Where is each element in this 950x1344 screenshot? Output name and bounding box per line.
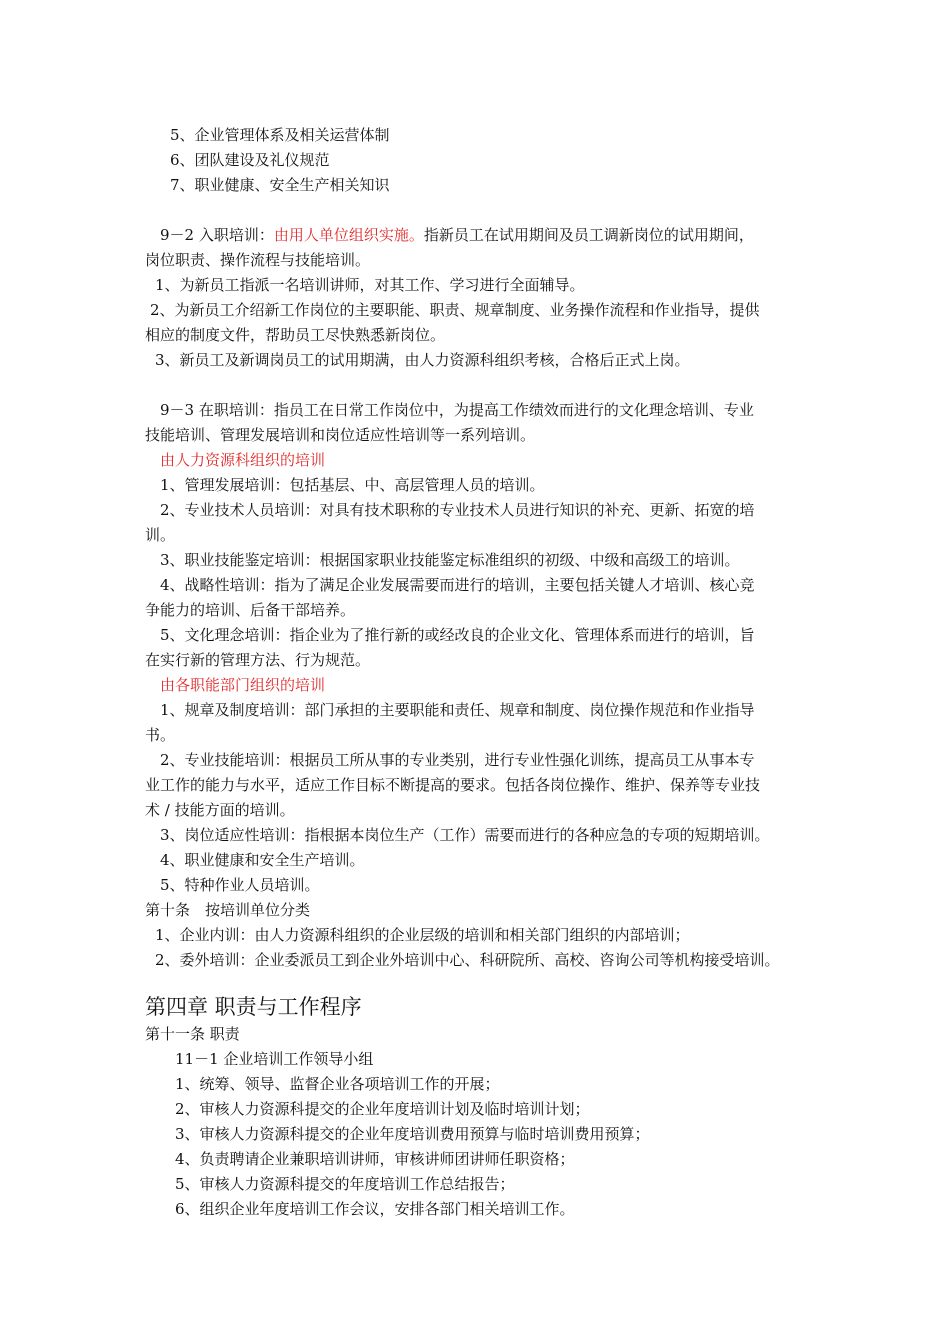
text-line: 5、审核人力资源科提交的年度培训工作总结报告； (175, 1175, 515, 1193)
text-line: 3、审核人力资源科提交的企业年度培训费用预算与临时培训费用预算； (175, 1125, 650, 1143)
text-line: 训。 (145, 526, 176, 544)
text-line: 2、专业技能培训：根据员工所从事的专业类别，进行专业性强化训练，提高员工从事本专 (160, 751, 755, 769)
text-line: 5、特种作业人员培训。 (160, 876, 320, 894)
text-line: 4、职业健康和安全生产培训。 (160, 851, 365, 869)
text-line: 6、组织企业年度培训工作会议，安排各部门相关培训工作。 (175, 1200, 575, 1218)
text-line: 3、岗位适应性培训：指根据本岗位生产（工作）需要而进行的各种应急的专项的短期培训。 (160, 826, 770, 844)
section-subheading: 由人力资源科组织的培训 (160, 451, 326, 469)
text-line: 2、为新员工介绍新工作岗位的主要职能、职责、规章制度、业务操作流程和作业指导，提供 (150, 301, 760, 319)
text-line: 技能培训、管理发展培训和岗位适应性培训等一系列培训。 (145, 426, 536, 444)
chapter-heading: 第四章 职责与工作程序 (145, 995, 362, 1019)
highlight-text: 由用人单位组织实施。 (273, 226, 424, 244)
text-line: 第十条 按培训单位分类 (145, 901, 311, 919)
text-line: 书。 (145, 726, 176, 744)
text-line: 1、企业内训：由人力资源科组织的企业层级的培训和相关部门组织的内部培训； (155, 926, 690, 944)
text-line: 1、规章及制度培训：部门承担的主要职能和责任、规章和制度、岗位操作规范和作业指导 (160, 701, 755, 719)
text-line: 2、审核人力资源科提交的企业年度培训计划及临时培训计划； (175, 1100, 590, 1118)
text-line: 在实行新的管理方法、行为规范。 (145, 651, 371, 669)
text-segment: 指新员工在试用期间及员工调新岗位的试用期间， (423, 226, 754, 244)
text-line: 6、团队建设及礼仪规范 (170, 151, 330, 169)
text-line: 5、文化理念培训：指企业为了推行新的或经改良的企业文化、管理体系而进行的培训，旨 (160, 626, 755, 644)
text-line: 争能力的培训、后备干部培养。 (145, 601, 356, 619)
text-segment: 9－2 入职培训： (160, 226, 274, 244)
text-line: 4、负责聘请企业兼职培训讲师，审核讲师团讲师任职资格； (175, 1150, 575, 1168)
text-line: 9－3 在职培训：指员工在日常工作岗位中，为提高工作绩效而进行的文化理念培训、专业 (160, 401, 754, 419)
section-subheading: 由各职能部门组织的培训 (160, 676, 326, 694)
text-line: 1、统筹、领导、监督企业各项培训工作的开展； (175, 1075, 500, 1093)
text-line: 2、委外培训：企业委派员工到企业外培训中心、科研院所、高校、咨询公司等机构接受培训。 (155, 951, 780, 969)
text-line (160, 223, 754, 248)
text-line: 1、管理发展培训：包括基层、中、高层管理人员的培训。 (160, 476, 545, 494)
text-line: 业工作的能力与水平，适应工作目标不断提高的要求。包括各岗位操作、维护、保养等专业技 (145, 776, 761, 794)
text-line: 2、专业技术人员培训：对具有技术职称的专业技术人员进行知识的补充、更新、拓宽的培 (160, 501, 755, 519)
text-line: 3、职业技能鉴定培训：根据国家职业技能鉴定标准组织的初级、中级和高级工的培训。 (160, 551, 740, 569)
text-line: 相应的制度文件，帮助员工尽快熟悉新岗位。 (145, 326, 446, 344)
text-line: 术 / 技能方面的培训。 (145, 801, 295, 819)
text-line: 5、企业管理体系及相关运营体制 (170, 126, 390, 144)
text-line: 1、为新员工指派一名培训讲师，对其工作、学习进行全面辅导。 (155, 276, 585, 294)
text-line: 7、职业健康、安全生产相关知识 (170, 176, 390, 194)
text-line: 4、战略性培训：指为了满足企业发展需要而进行的培训，主要包括关键人才培训、核心竞 (160, 576, 755, 594)
text-line: 岗位职责、操作流程与技能培训。 (145, 251, 371, 269)
text-line: 第十一条 职责 (145, 1025, 240, 1043)
text-line: 11－1 企业培训工作领导小组 (175, 1050, 374, 1068)
text-line: 3、新员工及新调岗员工的试用期满，由人力资源科组织考核，合格后正式上岗。 (155, 351, 690, 369)
